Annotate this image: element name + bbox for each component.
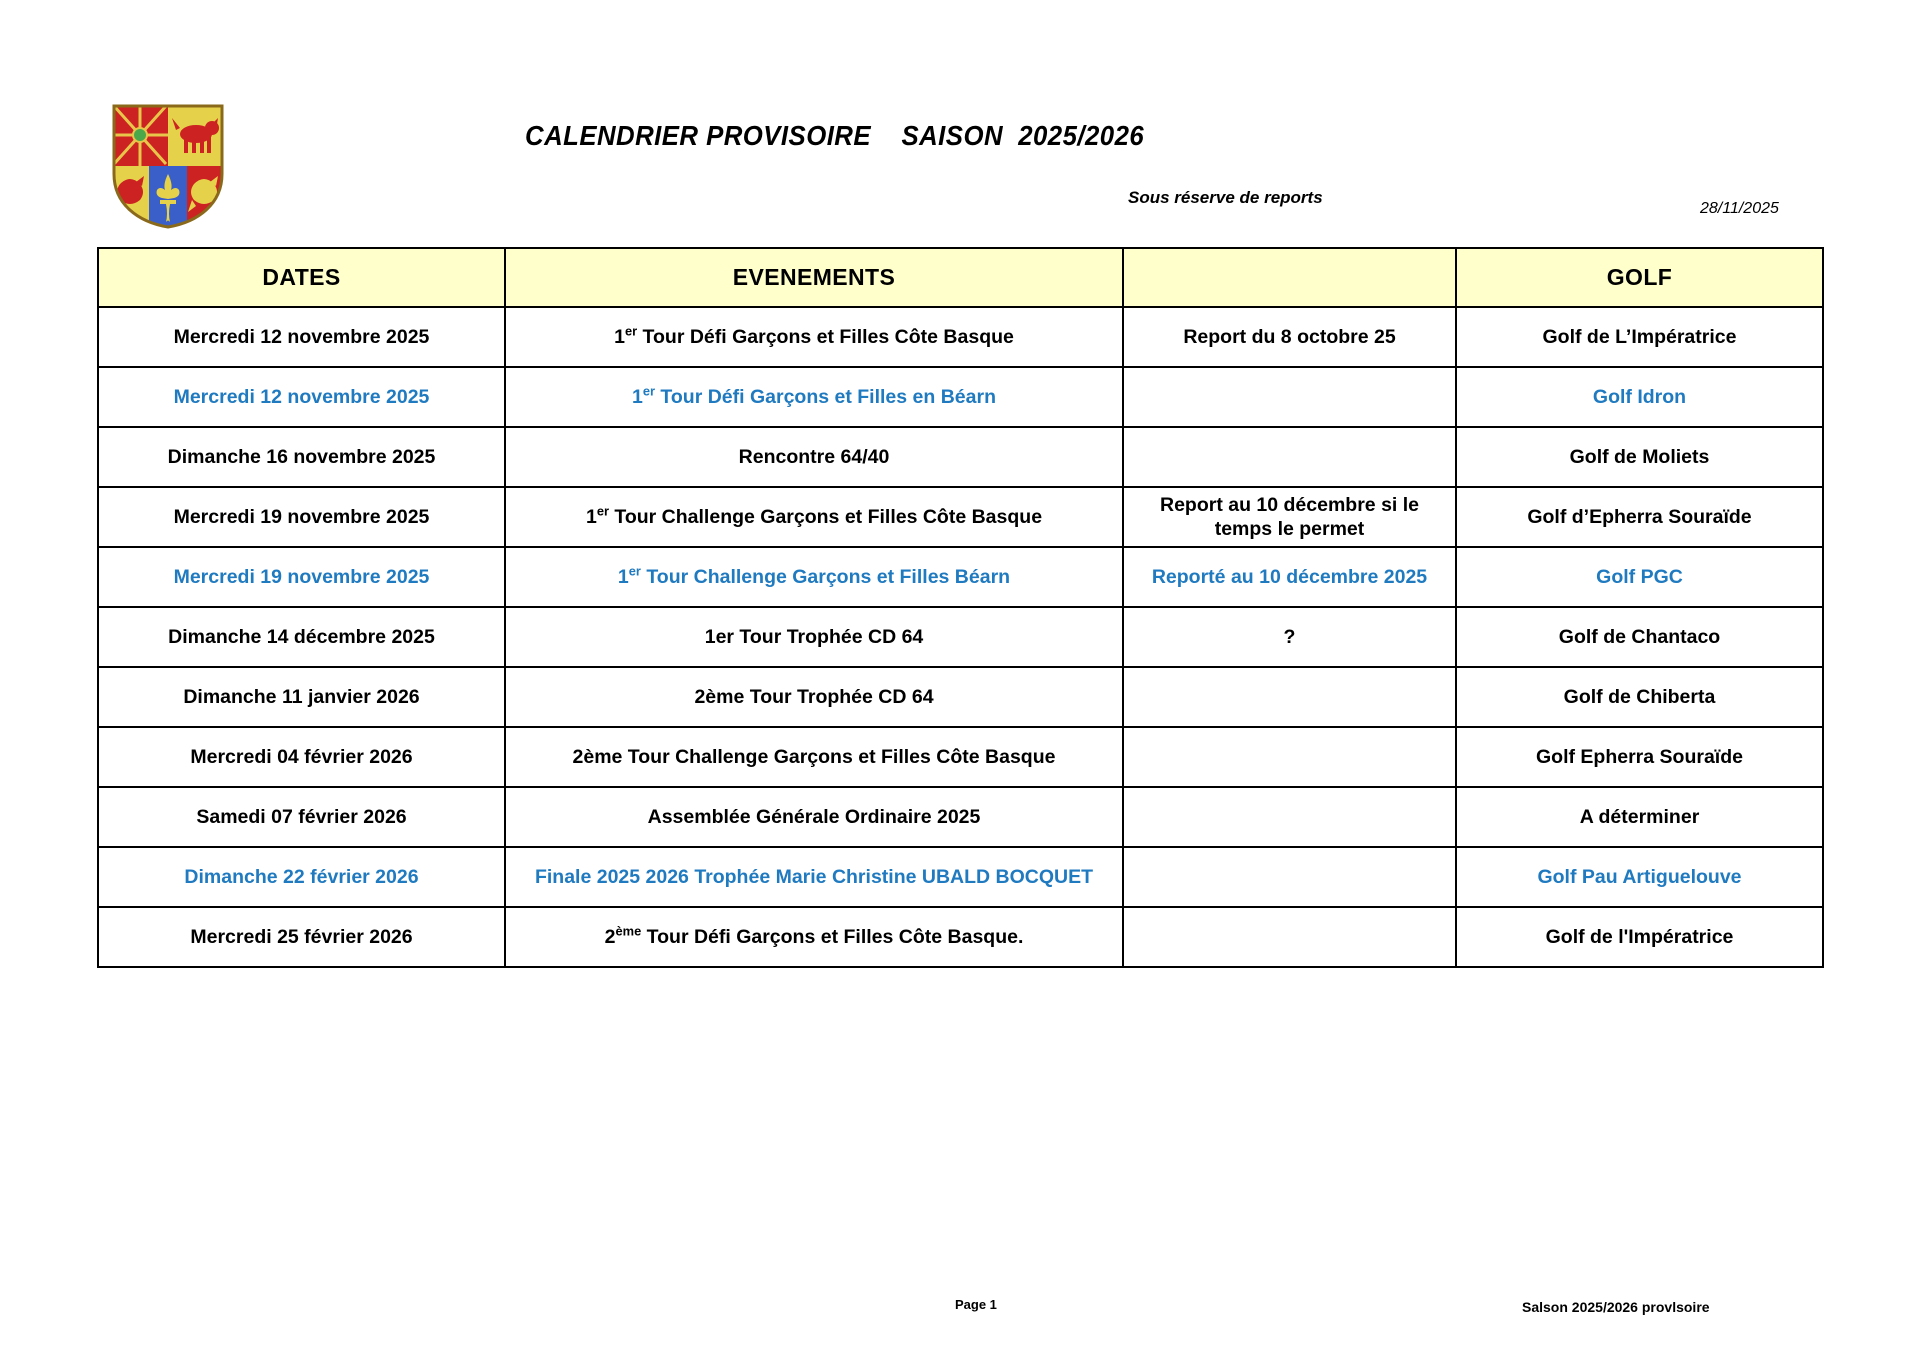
footer-page-number: Page 1	[955, 1297, 997, 1312]
cell-date: Mercredi 12 novembre 2025	[98, 367, 505, 427]
cell-golf: Golf de l'Impératrice	[1456, 907, 1823, 967]
table-row	[98, 487, 1823, 547]
cell-event: Assemblée Générale Ordinaire 2025	[505, 787, 1123, 847]
event-ordinal-number: 1	[614, 325, 625, 348]
cell-golf: A déterminer	[1456, 787, 1823, 847]
column-header-dates: DATES	[98, 248, 505, 307]
cell-golf: Golf Pau Artiguelouve	[1456, 847, 1823, 907]
cell-golf: Golf de L’Impératrice	[1456, 307, 1823, 367]
column-header-notes	[1123, 248, 1456, 307]
column-header-golf: GOLF	[1456, 248, 1823, 307]
cell-event: 2ème Tour Challenge Garçons et Filles Côte Basque	[505, 727, 1123, 787]
event-ordinal-suffix: er	[628, 563, 641, 579]
event-ordinal-suffix: ème	[615, 923, 642, 939]
cell-date: Mercredi 19 novembre 2025	[98, 547, 505, 607]
cell-golf: Golf PGC	[1456, 547, 1823, 607]
cell-note: Report du 8 octobre 25	[1123, 307, 1456, 367]
cell-date: Mercredi 25 février 2026	[98, 907, 505, 967]
cell-note	[1123, 787, 1456, 847]
coat-of-arms-icon	[112, 104, 224, 229]
table-row	[98, 847, 1823, 907]
cell-note	[1123, 427, 1456, 487]
cell-golf: Golf de Moliets	[1456, 427, 1823, 487]
document-header	[0, 0, 1920, 250]
cell-note: ?	[1123, 607, 1456, 667]
table-row	[98, 607, 1823, 667]
event-ordinal-number: 2	[604, 925, 616, 948]
document-subtitle: Sous réserve de reports	[1128, 188, 1323, 207]
cell-note	[1123, 907, 1456, 967]
cell-golf: Golf de Chantaco	[1456, 607, 1823, 667]
cell-note: Report au 10 décembre si le temps le permet	[1123, 487, 1456, 547]
cell-event: Rencontre 64/40	[505, 427, 1123, 487]
cell-date: Mercredi 12 novembre 2025	[98, 307, 505, 367]
page-title: CALENDRIER PROVISOIRE SAISON 2025/2026	[525, 120, 1145, 151]
cell-event: Finale 2025 2026 Trophée Marie Christine UBALD BOCQUET	[505, 847, 1123, 907]
cell-date: Dimanche 16 novembre 2025	[98, 427, 505, 487]
event-text: Tour Challenge Garçons et Filles Béarn	[640, 565, 1011, 588]
cell-event: 1er Tour Trophée CD 64	[505, 607, 1123, 667]
cell-note	[1123, 367, 1456, 427]
cell-golf: Golf d’Epherra Souraïde	[1456, 487, 1823, 547]
table-row	[98, 787, 1823, 847]
event-text: Tour Défi Garçons et Filles Côte Basque.	[641, 925, 1024, 948]
cell-date: Mercredi 04 février 2026	[98, 727, 505, 787]
table-row	[98, 667, 1823, 727]
cell-note	[1123, 667, 1456, 727]
event-text: Tour Challenge Garçons et Filles Côte Basque	[608, 505, 1043, 528]
cell-date: Mercredi 19 novembre 2025	[98, 487, 505, 547]
table-row	[98, 307, 1823, 367]
table-row	[98, 547, 1823, 607]
cell-golf: Golf Idron	[1456, 367, 1823, 427]
cell-note: Reporté au 10 décembre 2025	[1123, 547, 1456, 607]
cell-event	[505, 307, 1123, 367]
cell-note	[1123, 727, 1456, 787]
cell-event	[505, 487, 1123, 547]
table-row	[98, 907, 1823, 967]
event-ordinal-suffix: er	[642, 383, 656, 399]
cell-golf: Golf de Chiberta	[1456, 667, 1823, 727]
table-header-row	[98, 248, 1823, 307]
event-ordinal-number: 1	[617, 565, 629, 588]
cell-event	[505, 367, 1123, 427]
event-ordinal-number: 1	[585, 505, 597, 528]
cell-event: 2ème Tour Trophée CD 64	[505, 667, 1123, 727]
cell-date: Dimanche 11 janvier 2026	[98, 667, 505, 727]
calendar-table-body	[98, 307, 1823, 967]
cell-date: Samedi 07 février 2026	[98, 787, 505, 847]
column-header-events: EVENEMENTS	[505, 248, 1123, 307]
document-date: 28/11/2025	[1700, 200, 1779, 217]
table-row	[98, 427, 1823, 487]
table-row	[98, 727, 1823, 787]
cell-date: Dimanche 22 février 2026	[98, 847, 505, 907]
cell-event	[505, 907, 1123, 967]
event-text: Tour Défi Garçons et Filles en Béarn	[655, 385, 996, 408]
cell-note	[1123, 847, 1456, 907]
event-text: Tour Défi Garçons et Filles Côte Basque	[637, 325, 1014, 348]
event-ordinal-suffix: er	[624, 323, 638, 339]
calendar-table	[97, 247, 1824, 968]
event-ordinal-suffix: er	[596, 503, 609, 519]
cell-event	[505, 547, 1123, 607]
table-row	[98, 367, 1823, 427]
cell-date: Dimanche 14 décembre 2025	[98, 607, 505, 667]
footer-season-label: Salson 2025/2026 provlsoire	[1522, 1299, 1710, 1315]
event-ordinal-number: 1	[632, 385, 643, 408]
cell-golf: Golf Epherra Souraïde	[1456, 727, 1823, 787]
